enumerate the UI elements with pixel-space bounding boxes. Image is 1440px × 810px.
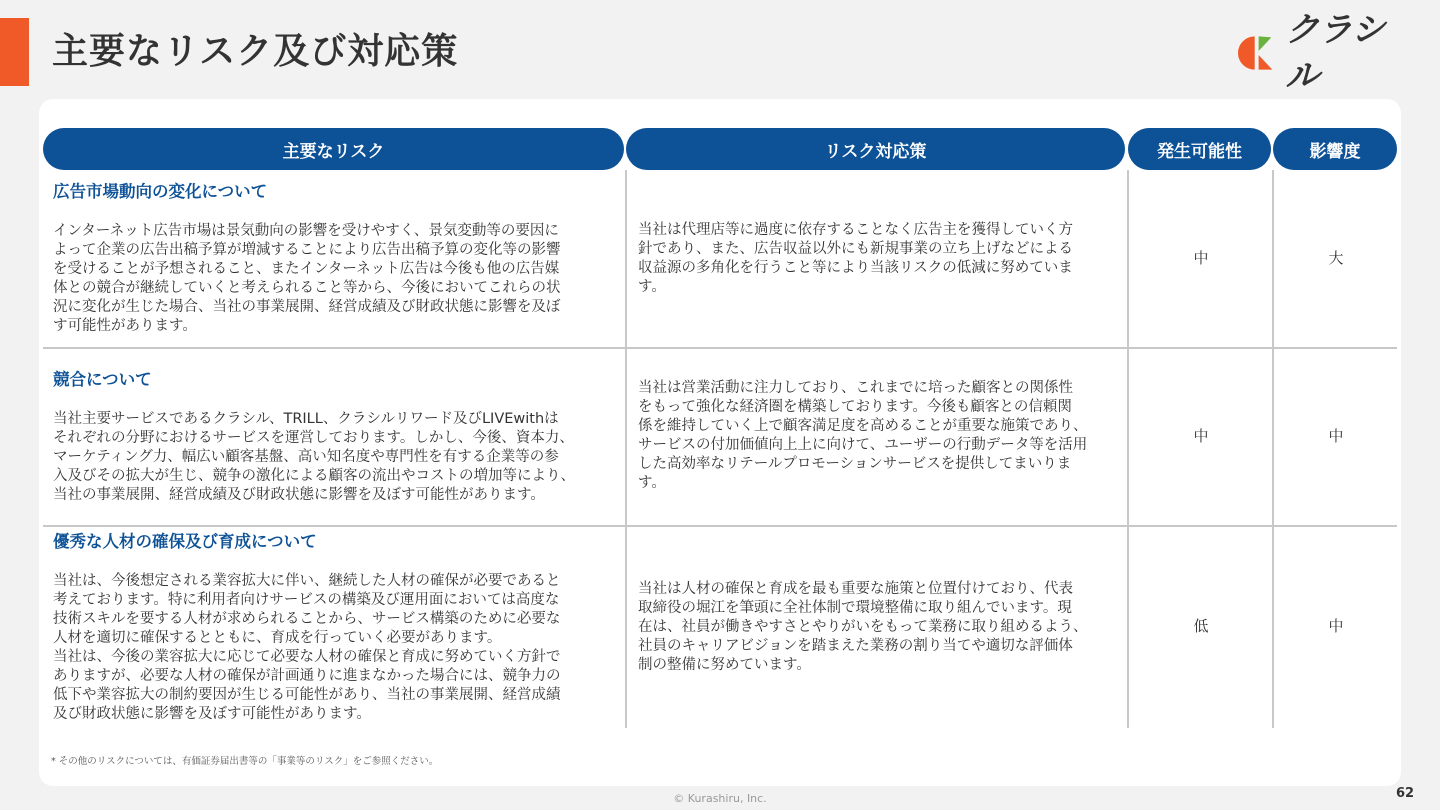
risk-measure: 当社は人材の確保と育成を最も重要な施策と位置付けており、代表 取締役の堀江を筆頭に全社体制で環境整備に取り組んでいます。現 在は、社員が働きやすさとやりがいをもって業務に取り組めるよう、 社員のキャリアビジョンを踏まえた業務の割り当てや適切な評価体 制の整備に努めています。 [638,581,1088,673]
header-impact: 影響度 [1273,128,1397,170]
kurashiru-logo-icon [1238,34,1275,72]
title-accent-bar [0,18,29,86]
risk-measure: 当社は代理店等に過度に依存することなく広告主を獲得していく方 針であり、また、広告収益以外にも新規事業の立ち上げなどによる 収益源の多角化を行うこと等により当該リスクの低減に努めていま す。 [638,222,1073,295]
brand-name: クラシル [1285,10,1385,96]
header-probability: 発生可能性 [1128,128,1271,170]
risk-title: 優秀な人材の確保及び育成について [53,532,317,551]
impact-value: 中 [1328,427,1344,445]
risk-title: 広告市場動向の変化について [53,182,268,201]
probability-value: 中 [1193,249,1209,267]
risk-description: 当社は、今後想定される業容拡大に伴い、継続した人材の確保が必要であると 考えております。特に利用者向けサービスの構築及び運用面においては高度な 技術スキルを要する人材が求められることから、サービス構築のために必要な 人材を適切に確保するとともに、育成を行っていく必要があります。 当社は、今後の業容拡大に応じて必要な人材の確保と育成に努めていく方針で ありますが、必要な人材の確保が計画通りに進まなかった場合には、競争力の 低下や業容拡大の制約要因が生じる可能性があり、当社の事業展開、経営成績 及び財政状態に影響を及ぼす可能性があります。 [53,573,561,722]
page-title: 主要なリスク及び対応策 [52,31,459,72]
header-risk-measure: リスク対応策 [626,128,1125,170]
column-divider [625,170,627,728]
copyright: © Kurashiru, Inc. [673,792,767,805]
risk-title: 競合について [53,370,152,389]
probability-value: 中 [1193,427,1209,445]
row-divider [43,347,1397,349]
risk-measure: 当社は営業活動に注力しており、これまでに培った顧客との関係性 をもって強化な経済圏を構築しております。今後も顧客との信頼関 係を維持していく上で顧客満足度を高めることが重要な施策であり、 サービスの付加価値向上上に向けて、ユーザーの行動データ等を活用 した高効率なリテールプロモーションサービスを提供してまいりま す。 [638,380,1088,491]
row-divider [43,525,1397,527]
risk-table-card [39,99,1401,786]
page-number: 62 [1396,786,1415,801]
column-divider [1127,170,1129,728]
header-main-risk: 主要なリスク [43,128,624,170]
footnote: * その他のリスクについては、有価証券届出書等の「事業等のリスク」をご参照ください。 [51,756,439,767]
impact-value: 中 [1328,617,1344,635]
risk-description: インターネット広告市場は景気動向の影響を受けやすく、景気変動等の要因に よって企業の広告出稿予算が増減することにより広告出稿予算の変化等の影響 を受けることが予想されること、またインターネット広告は今後も他の広告媒 体との競合が継続していくと考えられること等から、今後においてこれらの状 況に変化が生じた場合、当社の事業展開、経営成績及び財政状態に影響を及ぼ す可能性があります。 [53,223,561,334]
probability-value: 低 [1193,617,1209,635]
impact-value: 大 [1328,249,1344,267]
risk-description: 当社主要サービスであるクラシル、TRILL、クラシルリワード及びLIVEwithは それぞれの分野におけるサービスを運営しております。しかし、今後、資本力、 マーケティング力、幅広い顧客基盤、高い知名度や専門性を有する企業等の参 入及びその拡大が生じ、競争の激化による顧客の流出やコストの増加等により、 当社の事業展開、経営成績及び財政状態に影響を及ぼす可能性があります。 [53,411,575,503]
brand-logo [1238,10,1414,96]
